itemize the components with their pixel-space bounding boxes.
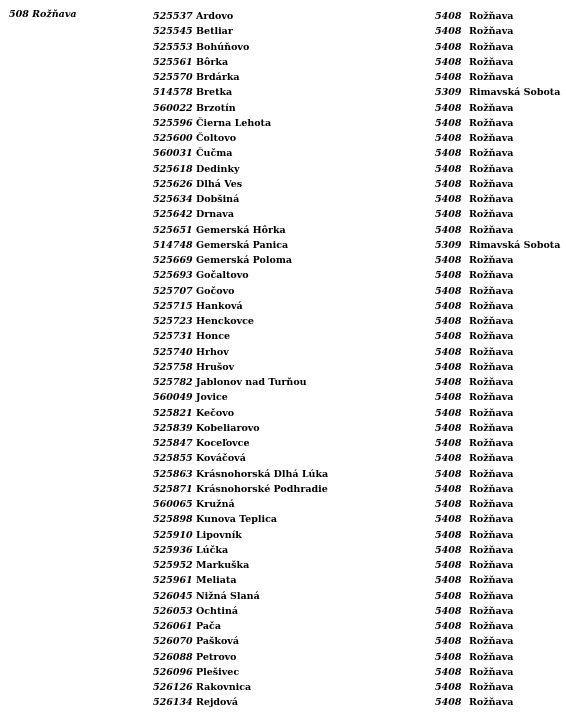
list-item: [0, 192, 566, 207]
district-name: Rožňava: [469, 178, 514, 190]
list-item: [0, 436, 566, 451]
municipality-name: Krásnohorská Dlhá Lúka: [196, 468, 329, 480]
municipality-code: 525952: [153, 560, 193, 571]
district-name: Rožňava: [469, 544, 514, 556]
municipality-name: Gemerská Poloma: [196, 255, 293, 266]
municipality-code: 525821: [153, 407, 193, 419]
district-code: 5408: [435, 346, 462, 358]
municipality-code: 525596: [153, 117, 193, 129]
list-item: [0, 421, 566, 436]
district-name: Rožňava: [469, 346, 514, 358]
district-code: 5408: [435, 621, 462, 632]
district-name: Rožňava: [469, 407, 514, 419]
district-name: Rožňava: [469, 377, 514, 388]
list-item: [0, 543, 566, 558]
municipality-name: Ochtiná: [196, 605, 239, 617]
municipality-name: Koceľovce: [196, 438, 250, 449]
district-code: 5408: [435, 377, 462, 388]
municipality-name: Lúčka: [196, 544, 229, 556]
district-name: Rožňava: [469, 529, 514, 541]
municipality-name: Markuška: [196, 560, 250, 571]
municipality-code: 525961: [153, 575, 193, 587]
municipality-code: 525651: [153, 224, 193, 236]
district-name: Rožňava: [469, 621, 514, 632]
district-name: Rožňava: [469, 300, 514, 312]
district-name: Rožňava: [469, 666, 514, 678]
municipality-code: 526126: [153, 682, 193, 693]
municipality-code: 525910: [153, 529, 193, 541]
district-code: 5408: [435, 117, 462, 129]
district-name: Rožňava: [469, 499, 514, 510]
municipality-name: Meliata: [196, 575, 237, 587]
district-name: Rožňava: [469, 697, 514, 709]
municipality-name: Čučma: [196, 148, 233, 160]
district-code: 5408: [435, 285, 462, 297]
municipality-code: 526061: [153, 621, 193, 632]
list-item: [0, 70, 566, 85]
list-item: [0, 101, 566, 116]
district-code: 5408: [435, 255, 462, 266]
municipality-code: 526088: [153, 651, 193, 663]
municipality-name: Jablonov nad Turňou: [196, 377, 307, 388]
district-code: 5408: [435, 514, 462, 526]
district-code: 5408: [435, 300, 462, 312]
municipality-code: 525723: [153, 316, 193, 327]
municipality-name: Hanková: [196, 300, 243, 312]
municipality-code: 525782: [153, 377, 193, 388]
list-item: [0, 238, 566, 253]
district-name: Rožňava: [469, 26, 514, 38]
list-item: [0, 268, 566, 283]
list-item: [0, 695, 566, 710]
district-name: Rožňava: [469, 514, 514, 526]
municipality-code: 525936: [153, 544, 193, 556]
municipality-code: 560049: [153, 392, 193, 404]
district-name: Rožňava: [469, 11, 514, 22]
municipality-code: 525626: [153, 178, 193, 190]
list-item: [0, 604, 566, 619]
municipality-name: Nižná Slaná: [196, 590, 260, 602]
district-code: 5408: [435, 651, 462, 663]
district-code: 5408: [435, 72, 462, 83]
municipality-name: Drnava: [196, 209, 234, 221]
municipality-code: 560031: [153, 148, 193, 160]
list-item: [0, 162, 566, 177]
municipality-code: 514748: [153, 239, 193, 251]
municipality-code: 525740: [153, 346, 193, 358]
district-name: Rožňava: [469, 148, 514, 160]
district-code: 5408: [435, 41, 462, 53]
district-code: 5408: [435, 148, 462, 160]
district-name: Rožňava: [469, 194, 514, 205]
district-code: 5408: [435, 438, 462, 449]
municipality-name: Hrušov: [196, 361, 235, 373]
municipality-name: Ardovo: [196, 11, 234, 22]
municipality-name: Rakovnica: [196, 682, 252, 693]
district-name: Rožňava: [469, 483, 514, 495]
district-code: 5408: [435, 11, 462, 22]
district-name: Rožňava: [469, 316, 514, 327]
municipality-code: 525731: [153, 331, 193, 343]
district-name: Rožňava: [469, 605, 514, 617]
list-item: [0, 85, 566, 100]
district-code: 5408: [435, 331, 462, 343]
district-name: Rožňava: [469, 270, 514, 282]
district-name: Rožňava: [469, 41, 514, 53]
district-name: Rožňava: [469, 468, 514, 480]
district-code: 5408: [435, 529, 462, 541]
municipality-code: 525553: [153, 41, 193, 53]
municipality-code: 526096: [153, 666, 193, 678]
district-name: Rožňava: [469, 224, 514, 236]
municipality-code: 560022: [153, 102, 193, 114]
list-item: [0, 253, 566, 268]
district-code: 5408: [435, 483, 462, 495]
district-name: Rimavská Sobota: [469, 239, 561, 251]
list-item: [0, 24, 566, 39]
list-item: [0, 345, 566, 360]
municipality-name: Lipovník: [196, 529, 242, 541]
municipality-code: 525600: [153, 133, 193, 144]
municipality-name: Bôrka: [196, 56, 229, 68]
municipality-code: 525537: [153, 11, 193, 22]
municipality-code: 525707: [153, 285, 193, 297]
district-code: 5408: [435, 316, 462, 327]
district-code: 5408: [435, 56, 462, 68]
municipality-name: Rejdová: [196, 697, 239, 709]
district-name: Rimavská Sobota: [469, 87, 561, 99]
list-item: [0, 467, 566, 482]
district-code: 5408: [435, 682, 462, 693]
district-code: 5408: [435, 194, 462, 205]
municipality-name: Gočovo: [196, 285, 235, 297]
municipality-code: 525758: [153, 361, 193, 373]
municipality-name: Kováčová: [196, 453, 246, 465]
district-name: Rožňava: [469, 422, 514, 434]
municipality-code: 525545: [153, 26, 193, 38]
municipality-code: 525570: [153, 72, 193, 83]
municipality-name: Kružná: [196, 499, 235, 510]
district-code: 5408: [435, 26, 462, 38]
district-name: Rožňava: [469, 651, 514, 663]
district-code: 5408: [435, 636, 462, 648]
district-name: Rožňava: [469, 163, 514, 175]
list-item: [0, 589, 566, 604]
list-item: [0, 482, 566, 497]
district-code: 5408: [435, 133, 462, 144]
list-item: [0, 131, 566, 146]
district-code: 5309: [435, 239, 462, 251]
list-item: [0, 512, 566, 527]
district-name: Rožňava: [469, 133, 514, 144]
municipality-name: Henckovce: [196, 316, 254, 327]
district-code: 5408: [435, 605, 462, 617]
municipality-name: Čierna Lehota: [196, 117, 272, 129]
district-name: Rožňava: [469, 361, 514, 373]
municipality-name: Bretka: [196, 87, 233, 99]
municipality-code: 526045: [153, 590, 193, 602]
municipality-code: 525618: [153, 163, 193, 175]
list-item: [0, 497, 566, 512]
district-code: 5408: [435, 666, 462, 678]
municipality-name: Petrovo: [196, 651, 237, 663]
list-item: [0, 573, 566, 588]
municipality-name: Gemerská Panica: [196, 239, 289, 251]
municipality-code: 526070: [153, 636, 193, 648]
municipality-code: 526134: [153, 697, 193, 709]
municipality-name: Kunova Teplica: [196, 514, 278, 526]
municipality-name: Kečovo: [196, 407, 235, 419]
list-item: [0, 329, 566, 344]
district-code: 5408: [435, 392, 462, 404]
municipality-code: 560065: [153, 499, 193, 510]
list-item: [0, 55, 566, 70]
district-code: 5408: [435, 422, 462, 434]
municipality-list: [0, 9, 566, 711]
municipality-code: 525855: [153, 453, 193, 465]
list-item: [0, 177, 566, 192]
list-item: [0, 619, 566, 634]
district-code: 5408: [435, 590, 462, 602]
municipality-name: Pača: [196, 621, 221, 632]
district-code: 5408: [435, 468, 462, 480]
municipality-name: Dobšiná: [196, 194, 240, 205]
municipality-name: Brdárka: [196, 72, 240, 83]
district-heading: 508 Rožňava: [9, 9, 77, 20]
district-name: Rožňava: [469, 209, 514, 221]
municipality-code: 526053: [153, 605, 193, 617]
list-item: [0, 223, 566, 238]
municipality-name: Bohúňovo: [196, 41, 250, 53]
district-name: Rožňava: [469, 102, 514, 114]
municipality-code: 525863: [153, 468, 193, 480]
district-code: 5408: [435, 407, 462, 419]
list-item: [0, 451, 566, 466]
list-item: [0, 9, 566, 24]
municipality-code: 525847: [153, 438, 193, 449]
list-item: [0, 360, 566, 375]
municipality-name: Honce: [196, 331, 231, 343]
list-item: [0, 146, 566, 161]
list-item: [0, 390, 566, 405]
municipality-code: 525561: [153, 56, 193, 68]
municipality-code: 514578: [153, 87, 193, 99]
list-item: [0, 665, 566, 680]
municipality-name: Dlhá Ves: [196, 178, 243, 190]
list-item: [0, 406, 566, 421]
municipality-name: Gemerská Hôrka: [196, 224, 286, 236]
municipality-name: Plešivec: [196, 666, 240, 678]
district-code: 5408: [435, 102, 462, 114]
municipality-code: 525871: [153, 483, 193, 495]
list-item: [0, 528, 566, 543]
municipality-name: Čoltovo: [196, 133, 237, 144]
list-item: [0, 40, 566, 55]
list-item: [0, 558, 566, 573]
municipality-name: Dedinky: [196, 163, 240, 175]
municipality-code: 525839: [153, 422, 193, 434]
municipality-name: Brzotín: [196, 102, 236, 114]
municipality-code: 525634: [153, 194, 193, 205]
district-name: Rožňava: [469, 72, 514, 83]
municipality-name: Jovice: [196, 392, 228, 404]
district-code: 5408: [435, 575, 462, 587]
list-item: [0, 634, 566, 649]
municipality-code: 525898: [153, 514, 193, 526]
municipality-code: 525642: [153, 209, 193, 221]
district-code: 5408: [435, 697, 462, 709]
list-item: [0, 207, 566, 222]
list-item: [0, 680, 566, 695]
municipality-name: Gočaltovo: [196, 270, 249, 282]
district-code: 5408: [435, 178, 462, 190]
district-code: 5408: [435, 499, 462, 510]
list-item: [0, 650, 566, 665]
list-item: [0, 284, 566, 299]
list-item: [0, 375, 566, 390]
district-name: Rožňava: [469, 575, 514, 587]
municipality-code: 525715: [153, 300, 193, 312]
district-name: Rožňava: [469, 392, 514, 404]
municipality-code: 525669: [153, 255, 193, 266]
list-item: [0, 116, 566, 131]
municipality-name: Kobeliarovo: [196, 422, 260, 434]
district-code: 5408: [435, 163, 462, 175]
municipality-code: 525693: [153, 270, 193, 282]
district-name: Rožňava: [469, 331, 514, 343]
district-code: 5408: [435, 361, 462, 373]
district-name: Rožňava: [469, 255, 514, 266]
district-code: 5408: [435, 209, 462, 221]
district-name: Rožňava: [469, 438, 514, 449]
district-name: Rožňava: [469, 560, 514, 571]
district-name: Rožňava: [469, 285, 514, 297]
district-code: 5408: [435, 224, 462, 236]
district-name: Rožňava: [469, 453, 514, 465]
district-code: 5408: [435, 453, 462, 465]
district-code: 5309: [435, 87, 462, 99]
district-name: Rožňava: [469, 636, 514, 648]
district-code: 5408: [435, 270, 462, 282]
district-name: Rožňava: [469, 682, 514, 693]
municipality-name: Krásnohorské Podhradie: [196, 483, 328, 495]
district-code: 5408: [435, 544, 462, 556]
district-name: Rožňava: [469, 590, 514, 602]
district-name: Rožňava: [469, 117, 514, 129]
list-item: [0, 314, 566, 329]
municipality-name: Betliar: [196, 26, 233, 38]
municipality-name: Hrhov: [196, 346, 229, 358]
district-code: 5408: [435, 560, 462, 571]
municipality-name: Pašková: [196, 636, 239, 648]
district-name: Rožňava: [469, 56, 514, 68]
list-item: [0, 299, 566, 314]
